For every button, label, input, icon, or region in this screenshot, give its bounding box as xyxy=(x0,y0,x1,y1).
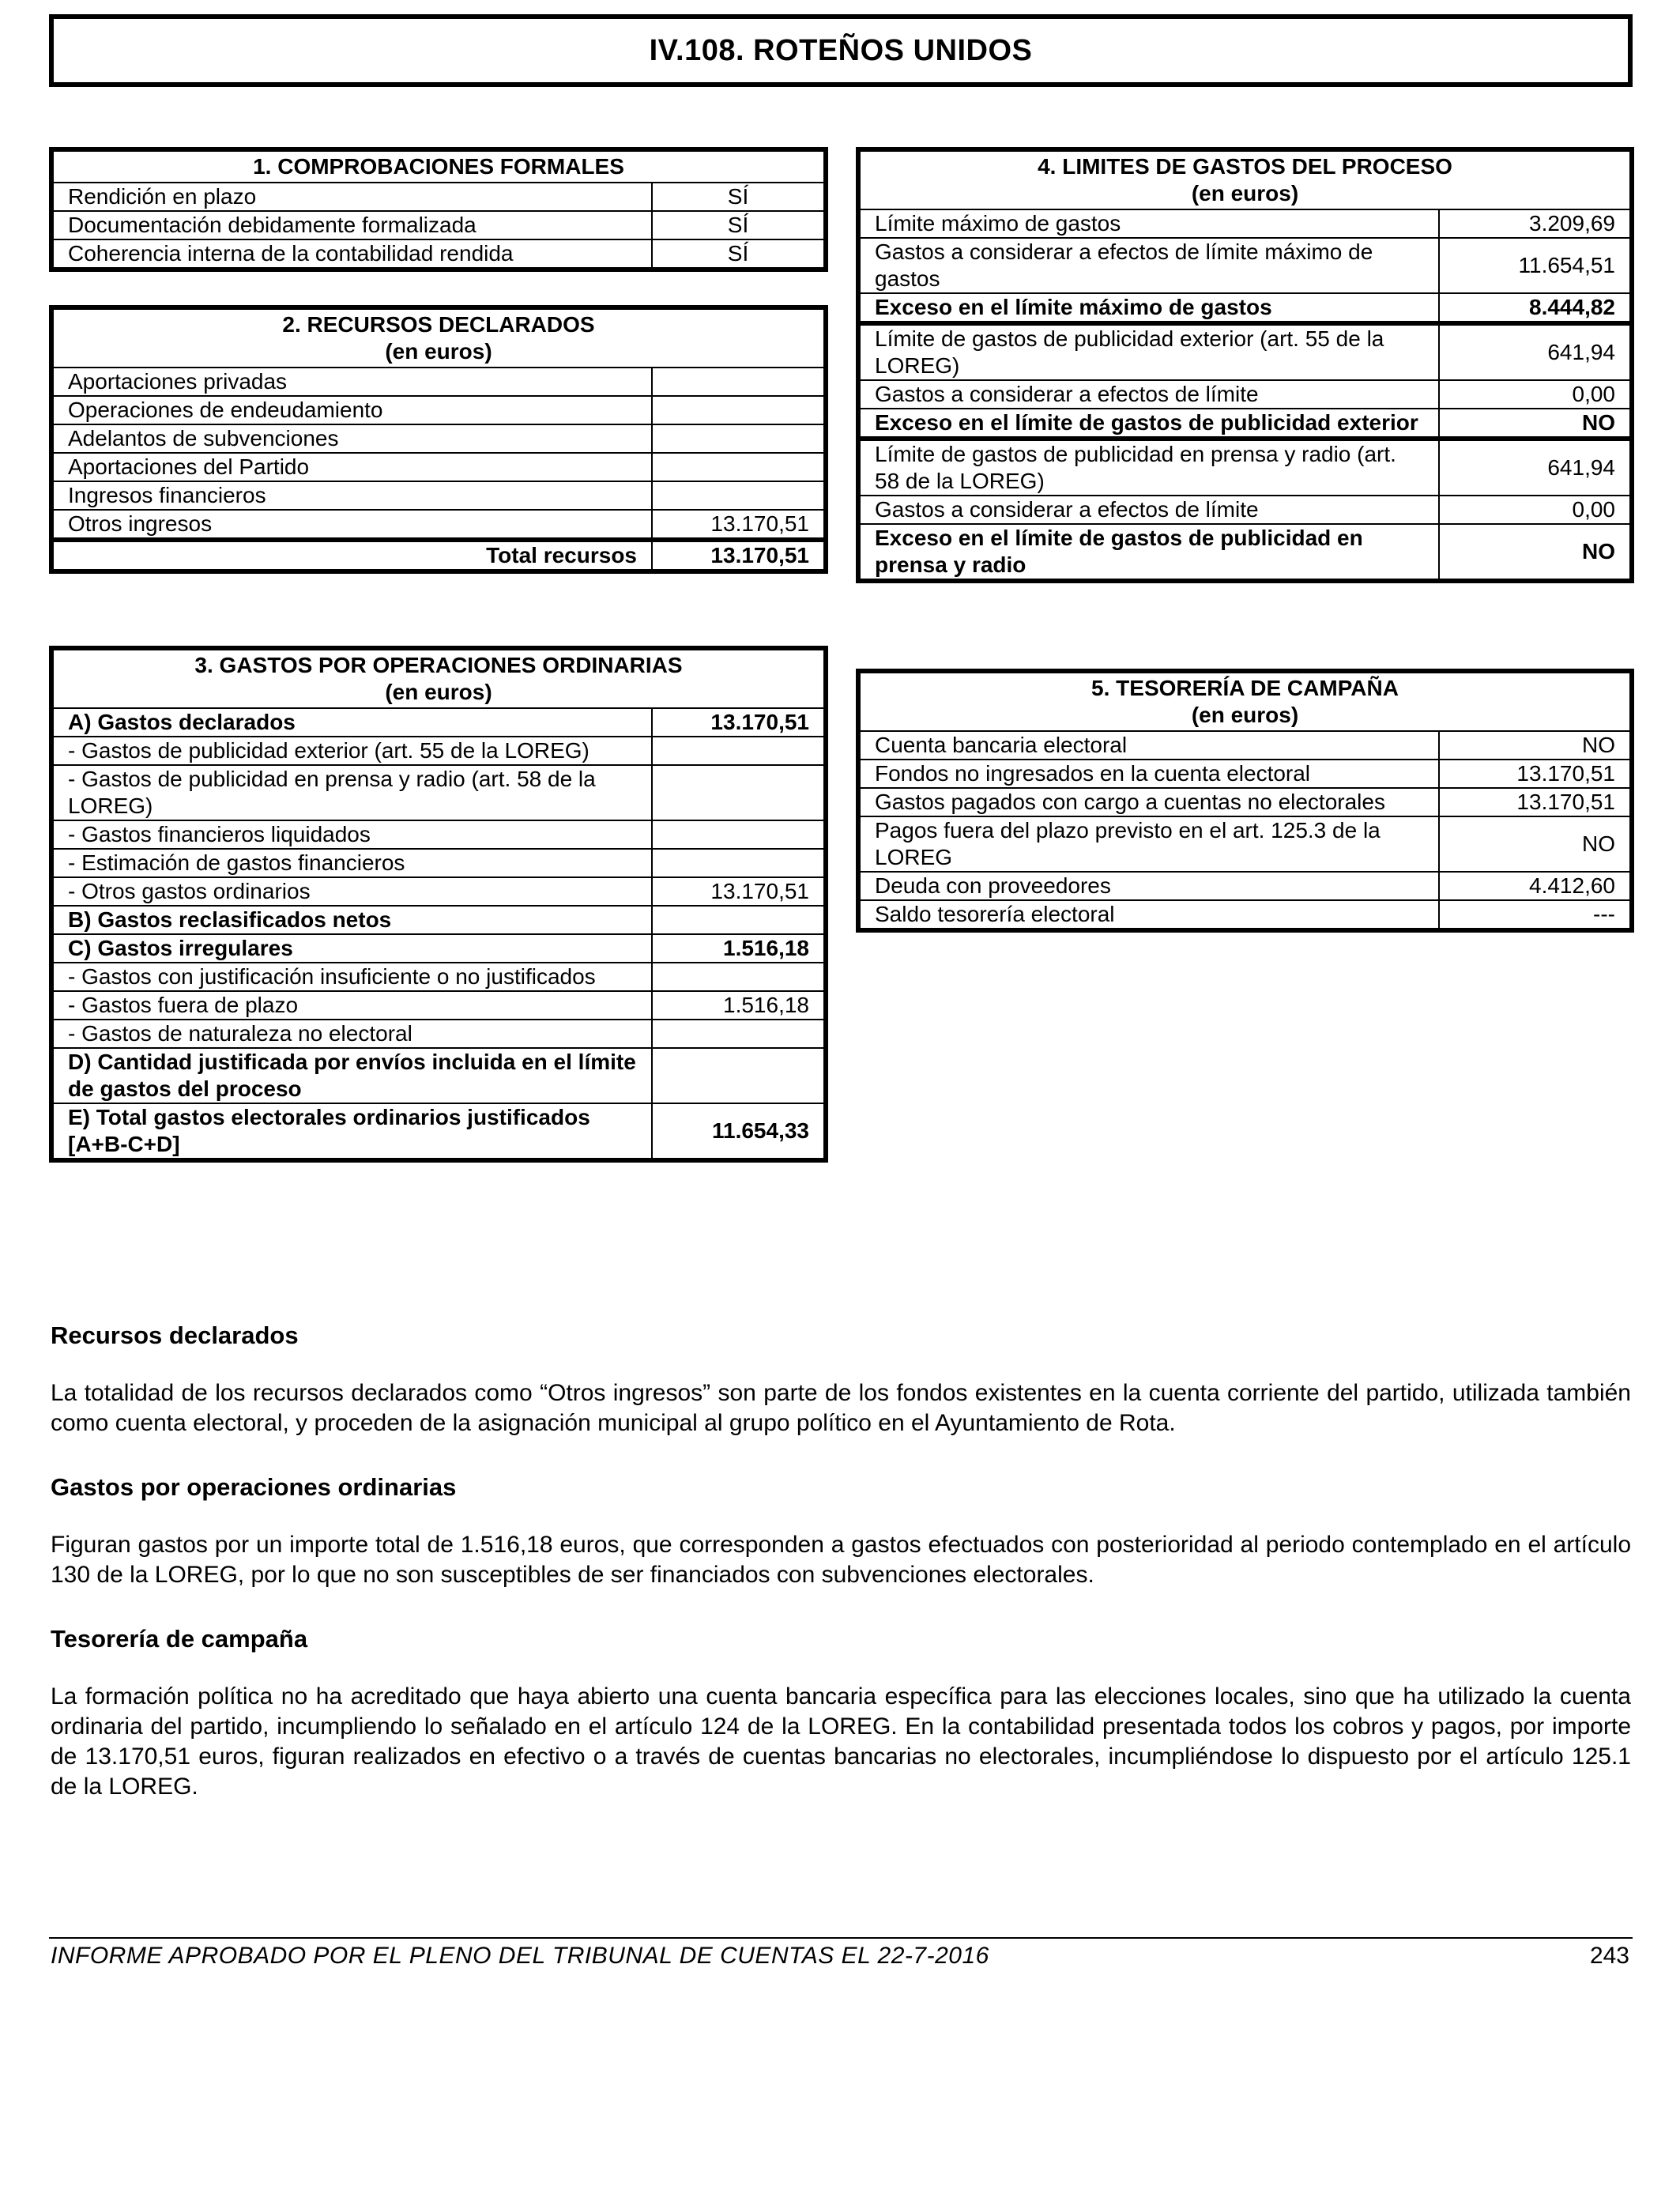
row-value xyxy=(652,1020,826,1048)
table-row xyxy=(858,380,1632,409)
row-value: 641,94 xyxy=(1439,439,1632,496)
row-value: NO xyxy=(1439,524,1632,581)
row-value: 1.516,18 xyxy=(652,934,826,963)
row-value xyxy=(652,737,826,765)
row-label: - Gastos de publicidad exterior (art. 55 de la LOREG) xyxy=(51,737,652,765)
table-heading: 1. COMPROBACIONES FORMALES xyxy=(51,149,826,183)
table-row xyxy=(51,963,826,991)
row-label: Gastos a considerar a efectos de límite xyxy=(858,380,1439,409)
table-row xyxy=(51,849,826,877)
row-value: 8.444,82 xyxy=(1439,293,1632,323)
table-row xyxy=(51,424,826,453)
formal-checks-table xyxy=(49,147,828,272)
table-heading-title: 2. RECURSOS DECLARADOS xyxy=(282,312,595,337)
row-value: 13.170,51 xyxy=(1439,788,1632,816)
row-label: - Gastos de publicidad en prensa y radio (art. 58 de la LOREG) xyxy=(51,765,652,820)
table-row xyxy=(858,238,1632,293)
table-row xyxy=(51,1048,826,1103)
section-tesoreria xyxy=(51,1625,1631,1802)
row-label: Exceso en el límite de gastos de publicidad exterior xyxy=(858,409,1439,439)
table-row xyxy=(51,820,826,849)
row-label: Límite de gastos de publicidad en prensa y radio (art. 58 de la LOREG) xyxy=(858,439,1439,496)
row-value: 13.170,51 xyxy=(652,877,826,906)
spending-limits-table xyxy=(856,147,1634,583)
total-label: Total recursos xyxy=(51,540,652,571)
row-label: B) Gastos reclasificados netos xyxy=(51,906,652,934)
table-row xyxy=(858,209,1632,238)
row-value: NO xyxy=(1439,409,1632,439)
table-row xyxy=(51,1103,826,1160)
total-value: 13.170,51 xyxy=(652,540,826,571)
row-label: Gastos pagados con cargo a cuentas no electorales xyxy=(858,788,1439,816)
row-value: SÍ xyxy=(652,211,826,239)
section-gastos xyxy=(51,1473,1631,1590)
page-title: IV.108. ROTEÑOS UNIDOS xyxy=(49,14,1633,87)
section-paragraph: Figuran gastos por un importe total de 1.516,18 euros, que corresponden a gastos efectuados con posterioridad al periodo contemplado en el artículo 130 de la LOREG, por lo que no son susceptibles de ser financiados con subvenciones electorales. xyxy=(51,1532,1631,1588)
table-heading xyxy=(51,307,826,368)
row-value: 0,00 xyxy=(1439,496,1632,524)
row-label: A) Gastos declarados xyxy=(51,708,652,737)
section-heading: Recursos declarados xyxy=(51,1321,299,1349)
row-value: 0,00 xyxy=(1439,380,1632,409)
section-recursos xyxy=(51,1321,1631,1438)
row-label: Exceso en el límite máximo de gastos xyxy=(858,293,1439,323)
table-row xyxy=(51,183,826,211)
footer-text: INFORME APROBADO POR EL PLENO DEL TRIBUNAL DE CUENTAS EL 22-7-2016 xyxy=(51,1943,989,1969)
table-row xyxy=(858,900,1632,930)
footer-divider xyxy=(49,1937,1633,1939)
row-label: - Otros gastos ordinarios xyxy=(51,877,652,906)
table-row xyxy=(51,396,826,424)
row-label: Coherencia interna de la contabilidad rendida xyxy=(51,239,652,270)
row-label: Operaciones de endeudamiento xyxy=(51,396,652,424)
table-row xyxy=(858,816,1632,872)
row-value: 1.516,18 xyxy=(652,991,826,1020)
table-row xyxy=(858,323,1632,380)
row-value xyxy=(652,849,826,877)
table-heading-units: (en euros) xyxy=(385,680,492,704)
row-value xyxy=(652,453,826,481)
table-row xyxy=(51,765,826,820)
row-label: Límite máximo de gastos xyxy=(858,209,1439,238)
row-value: 4.412,60 xyxy=(1439,872,1632,900)
section-paragraph: La formación política no ha acreditado que haya abierto una cuenta bancaria específica para las elecciones locales, sino que ha utilizado la cuenta ordinaria del partido, incumpliendo lo señalado en el artículo 124 de la LOREG. En la contabilidad presentada todos los cobros y pagos, por importe de 13.170,51 euros, figuran realizados en efectivo o a través de cuentas bancarias no electorales, incumpliéndose lo dispuesto por el artículo 125.1 de la LOREG. xyxy=(51,1683,1631,1800)
row-value xyxy=(652,1048,826,1103)
row-label: Ingresos financieros xyxy=(51,481,652,510)
row-label: Aportaciones privadas xyxy=(51,368,652,396)
table-row xyxy=(51,368,826,396)
row-value xyxy=(652,765,826,820)
row-label: - Gastos fuera de plazo xyxy=(51,991,652,1020)
row-label: - Gastos con justificación insuficiente o no justificados xyxy=(51,963,652,991)
table-row xyxy=(51,510,826,540)
row-value: 11.654,33 xyxy=(652,1103,826,1160)
row-value: 11.654,51 xyxy=(1439,238,1632,293)
row-label: E) Total gastos electorales ordinarios justificados [A+B-C+D] xyxy=(51,1103,652,1160)
table-row xyxy=(51,211,826,239)
table-row xyxy=(51,934,826,963)
campaign-treasury-table xyxy=(856,669,1634,933)
table-heading xyxy=(858,149,1632,209)
ordinary-expenses-table xyxy=(49,646,828,1163)
table-row xyxy=(858,788,1632,816)
table-heading-title: 5. TESORERÍA DE CAMPAÑA xyxy=(1091,676,1399,700)
row-label: - Estimación de gastos financieros xyxy=(51,849,652,877)
row-value: 13.170,51 xyxy=(652,708,826,737)
row-value xyxy=(652,368,826,396)
row-label: - Gastos de naturaleza no electoral xyxy=(51,1020,652,1048)
row-value xyxy=(652,396,826,424)
table-row xyxy=(858,496,1632,524)
row-value: 3.209,69 xyxy=(1439,209,1632,238)
table-row xyxy=(858,409,1632,439)
table-row xyxy=(858,439,1632,496)
table-row xyxy=(51,877,826,906)
row-value xyxy=(652,906,826,934)
row-label: Gastos a considerar a efectos de límite máximo de gastos xyxy=(858,238,1439,293)
row-label: - Gastos financieros liquidados xyxy=(51,820,652,849)
table-heading xyxy=(51,648,826,708)
row-label: Otros ingresos xyxy=(51,510,652,540)
declared-resources-table xyxy=(49,305,828,574)
row-label: Adelantos de subvenciones xyxy=(51,424,652,453)
table-row xyxy=(858,731,1632,760)
row-label: D) Cantidad justificada por envíos incluida en el límite de gastos del proceso xyxy=(51,1048,652,1103)
table-row xyxy=(51,991,826,1020)
row-value: 13.170,51 xyxy=(1439,760,1632,788)
row-label: Deuda con proveedores xyxy=(858,872,1439,900)
section-paragraph: La totalidad de los recursos declarados como “Otros ingresos” son parte de los fondos existentes en la cuenta corriente del partido, utilizada también como cuenta electoral, y proceden de la asignación municipal al grupo político en el Ayuntamiento de Rota. xyxy=(51,1380,1631,1436)
row-value xyxy=(652,424,826,453)
table-row xyxy=(51,737,826,765)
row-label: Gastos a considerar a efectos de límite xyxy=(858,496,1439,524)
table-row xyxy=(858,293,1632,323)
table-row xyxy=(51,481,826,510)
table-row xyxy=(51,453,826,481)
row-label: Cuenta bancaria electoral xyxy=(858,731,1439,760)
table-row xyxy=(51,1020,826,1048)
table-row xyxy=(858,760,1632,788)
row-label: Pagos fuera del plazo previsto en el art. 125.3 de la LOREG xyxy=(858,816,1439,872)
row-value xyxy=(652,963,826,991)
table-row xyxy=(858,524,1632,581)
table-row xyxy=(51,708,826,737)
row-label: Fondos no ingresados en la cuenta electoral xyxy=(858,760,1439,788)
row-value: --- xyxy=(1439,900,1632,930)
section-heading: Gastos por operaciones ordinarias xyxy=(51,1473,457,1501)
table-row xyxy=(858,872,1632,900)
row-value: SÍ xyxy=(652,183,826,211)
section-heading: Tesorería de campaña xyxy=(51,1625,308,1653)
row-label: Límite de gastos de publicidad exterior (art. 55 de la LOREG) xyxy=(858,323,1439,380)
table-heading-units: (en euros) xyxy=(385,339,492,364)
row-value: 13.170,51 xyxy=(652,510,826,540)
table-heading-units: (en euros) xyxy=(1191,703,1299,727)
table-row xyxy=(51,906,826,934)
row-value: NO xyxy=(1439,731,1632,760)
row-value: SÍ xyxy=(652,239,826,270)
row-value xyxy=(652,481,826,510)
row-value: NO xyxy=(1439,816,1632,872)
row-label: Aportaciones del Partido xyxy=(51,453,652,481)
table-heading-title: 4. LIMITES DE GASTOS DEL PROCESO xyxy=(1038,154,1452,179)
page-number: 243 xyxy=(1589,1943,1629,1969)
row-label: Saldo tesorería electoral xyxy=(858,900,1439,930)
row-label: Exceso en el límite de gastos de publicidad en prensa y radio xyxy=(858,524,1439,581)
row-value xyxy=(652,820,826,849)
row-label: Rendición en plazo xyxy=(51,183,652,211)
total-row xyxy=(51,540,826,571)
row-label: C) Gastos irregulares xyxy=(51,934,652,963)
table-heading xyxy=(858,671,1632,731)
row-value: 641,94 xyxy=(1439,323,1632,380)
table-heading-title: 3. GASTOS POR OPERACIONES ORDINARIAS xyxy=(194,653,683,677)
table-row xyxy=(51,239,826,270)
table-heading-units: (en euros) xyxy=(1191,181,1299,205)
row-label: Documentación debidamente formalizada xyxy=(51,211,652,239)
